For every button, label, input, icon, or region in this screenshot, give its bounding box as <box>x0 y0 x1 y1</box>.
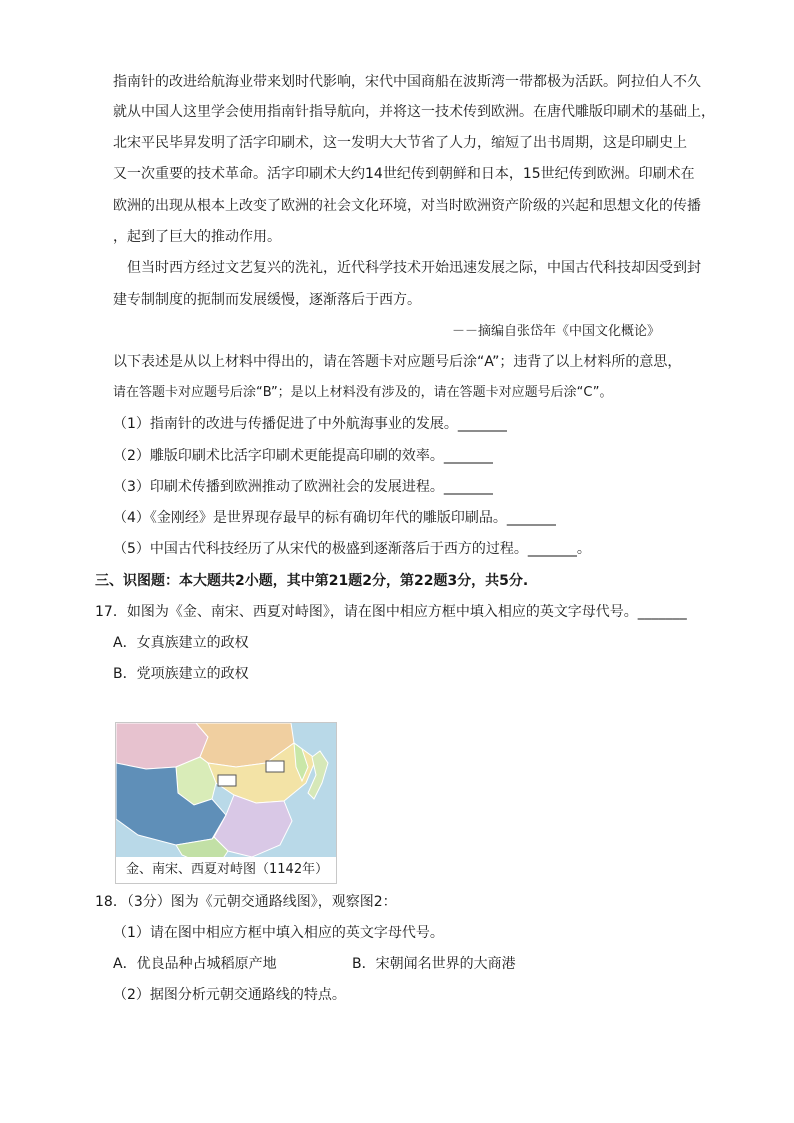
statement-5: （5）中国古代科技经历了从宋代的极盛到逐渐落后于西方的过程。_______。 <box>113 541 591 557</box>
instructions-line: 以下表述是从以上材料中得出的，请在答题卡对应题号后涂“A”；违背了以上材料所的意思， <box>113 354 682 370</box>
passage-line: 就从中国人这里学会使用指南针指导航向，并将这一技术传到欧洲。在唐代雕版印刷术的基础上， <box>113 104 715 120</box>
q17-option-b: B．党项族建立的政权 <box>113 666 249 682</box>
passage-line: 指南针的改进给航海业带来划时代影响，宋代中国商船在波斯湾一带都极为活跃。阿拉伯人不久 <box>113 74 701 90</box>
passage-line: ，起到了巨大的推动作用。 <box>113 229 281 245</box>
instructions-line: 请在答题卡对应题号后涂“B”；是以上材料没有涉及的，请在答题卡对应题号后涂“C”。 <box>113 385 613 400</box>
statement-4: （4）《金刚经》是世界现存最早的标有确切年代的雕版印刷品。_______ <box>113 510 556 526</box>
statement-3: （3）印刷术传播到欧洲推动了欧洲社会的发展进程。_______ <box>113 479 493 495</box>
q18-stem: 18．（3分）图为《元朝交通路线图》，观察图2： <box>95 894 397 910</box>
section-heading: 三、识图题：本大题共2小题，其中第21题2分，第22题3分，共5分. <box>95 573 529 589</box>
q17-stem: 17．如图为《金、南宋、西夏对峙图》，请在图中相应方框中填入相应的英文字母代号。_______ <box>95 604 687 620</box>
map-caption: 金、南宋、西夏对峙图（1142年） <box>116 857 336 883</box>
passage-line: 北宋平民毕昇发明了活字印刷术，这一发明大大节省了人力，缩短了出书周期，这是印刷史上 <box>113 135 687 151</box>
jin-song-xixia-map <box>115 722 337 884</box>
passage-line: 欧洲的出现从根本上改变了欧洲的社会文化环境，对当时欧洲资产阶级的兴起和思想文化的传播 <box>113 198 701 214</box>
passage-line: 建专制制度的扼制而发展缓慢，逐渐落后于西方。 <box>113 292 421 308</box>
statement-2: （2）雕版印刷术比活字印刷术更能提高印刷的效率。_______ <box>113 448 493 464</box>
q17-option-a: A．女真族建立的政权 <box>113 635 249 651</box>
q18-sub2: （2）据图分析元朝交通路线的特点。 <box>113 987 346 1003</box>
passage-line: 但当时西方经过文艺复兴的洗礼，近代科学技术开始迅速发展之际，中国古代科技却因受到封 <box>127 260 701 276</box>
answer-box-xixia <box>218 775 236 786</box>
q18-option-b: B．宋朝闻名世界的大商港 <box>352 956 516 972</box>
q18-option-a: A．优良品种占城稻原产地 <box>113 956 277 972</box>
statement-1: （1）指南针的改进与传播促进了中外航海事业的发展。_______ <box>113 416 507 432</box>
answer-box-jin <box>266 761 284 772</box>
passage-source: －－摘编自张岱年《中国文化概论》 <box>452 324 661 339</box>
passage-line: 又一次重要的技术革命。活字印刷术大约14世纪传到朝鲜和日本，15世纪传到欧洲。印刷术在 <box>113 166 695 182</box>
q18-sub1: （1）请在图中相应方框中填入相应的英文字母代号。 <box>113 925 444 941</box>
